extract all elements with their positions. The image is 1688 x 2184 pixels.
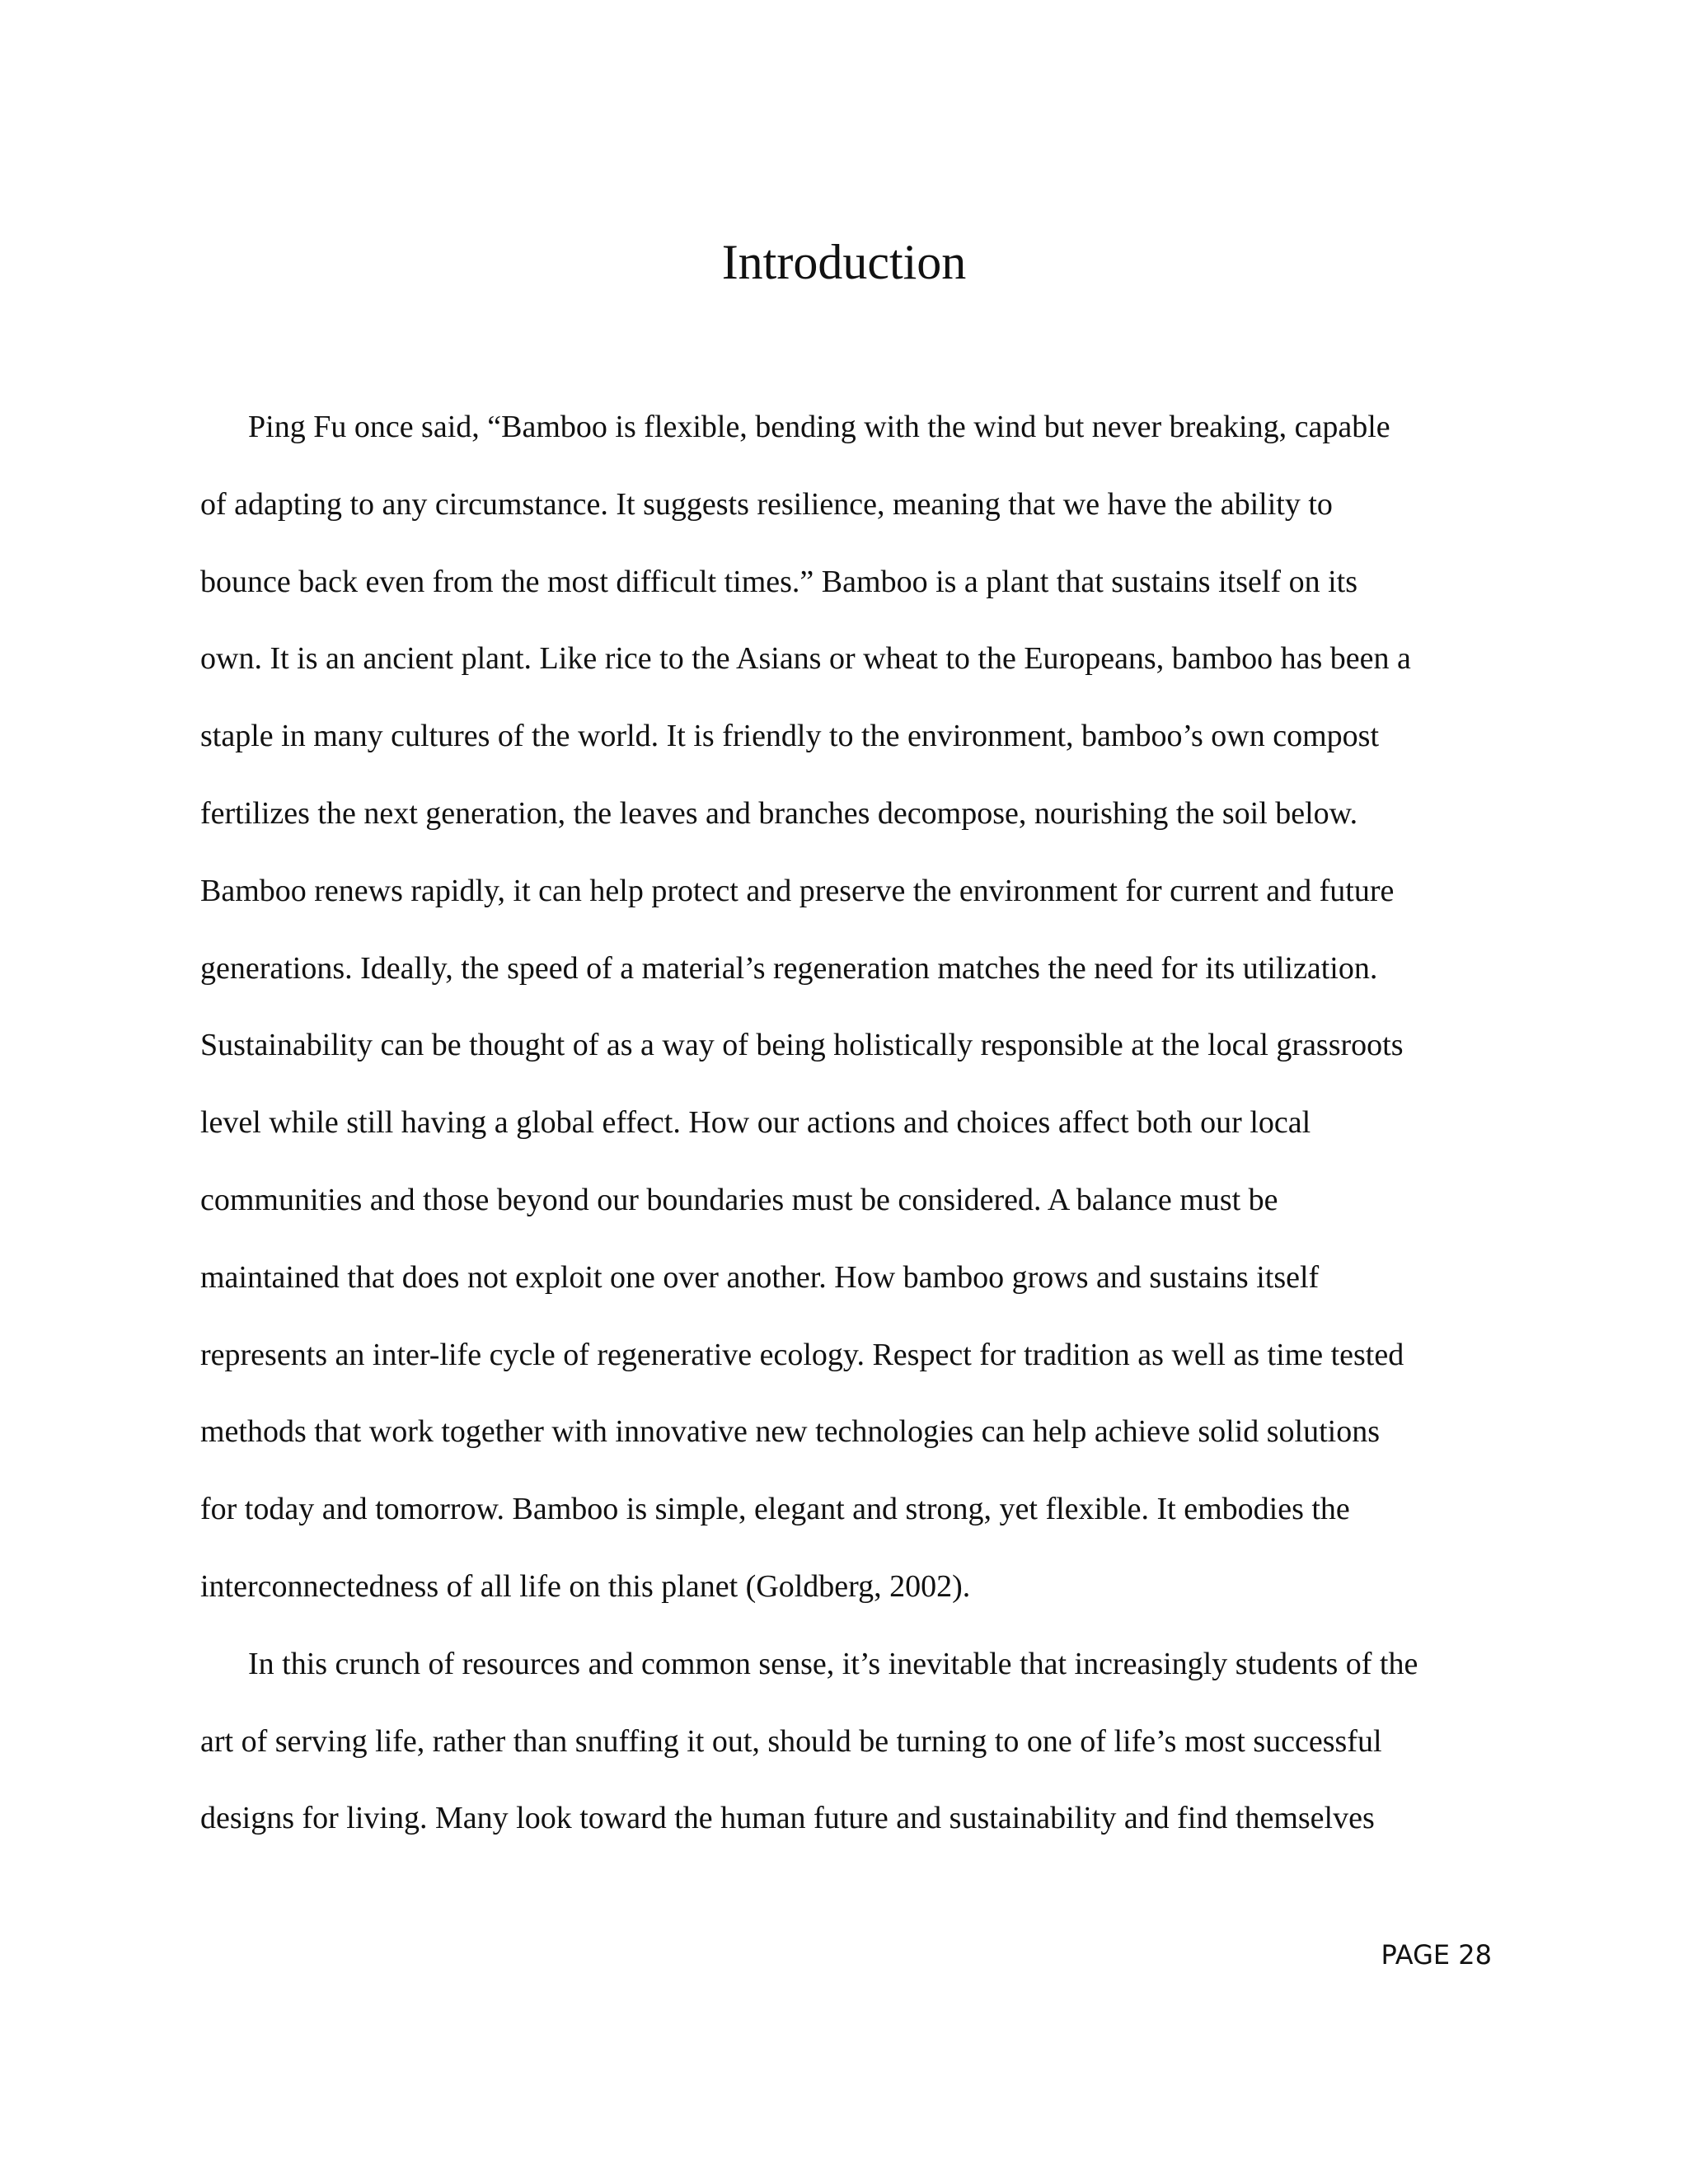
paragraph-2-line-1: In this crunch of resources and common sense, it’s inevitable that increasingly students of the xyxy=(248,1646,1418,1681)
page-number: PAGE 28 xyxy=(1381,1939,1492,1971)
paragraph-1-line-3: bounce back even from the most difficult times.” Bamboo is a plant that sustains itself on its xyxy=(200,564,1357,599)
paragraph-1-line-11: communities and those beyond our boundaries must be considered. A balance must be xyxy=(200,1182,1278,1217)
paragraph-1-line-12: maintained that does not exploit one over another. How bamboo grows and sustains itself xyxy=(200,1259,1320,1295)
paragraph-1-line-5: staple in many cultures of the world. It is friendly to the environment, bamboo’s own compost xyxy=(200,719,1380,754)
paragraph-1-line-7: Bamboo renews rapidly, it can help protect and preserve the environment for current and future xyxy=(200,873,1395,908)
paragraph-1-line-9: Sustainability can be thought of as a way of being holistically responsible at the local grassroots xyxy=(200,1028,1404,1063)
paragraph-1-line-6: fertilizes the next generation, the leaves and branches decompose, nourishing the soil below. xyxy=(200,795,1358,831)
page-title: Introduction xyxy=(721,235,967,289)
paragraph-1-line-15: for today and tomorrow. Bamboo is simple, elegant and strong, yet flexible. It embodies the xyxy=(200,1492,1350,1527)
paragraph-2-line-3: designs for living. Many look toward the human future and sustainability and find themselves xyxy=(200,1801,1375,1836)
paragraph-2-line-2: art of serving life, rather than snuffing it out, should be turning to one of life’s most successful xyxy=(200,1723,1382,1759)
paragraph-1-line-16: interconnectedness of all life on this planet (Goldberg, 2002). xyxy=(200,1568,971,1604)
paragraph-1-line-2: of adapting to any circumstance. It suggests resilience, meaning that we have the ability to xyxy=(200,486,1333,522)
paragraph-1-line-13: represents an inter-life cycle of regenerative ecology. Respect for tradition as well as time tested xyxy=(200,1337,1404,1372)
body-text xyxy=(200,389,1503,1858)
paragraph-1-line-1: Ping Fu once said, “Bamboo is flexible, bending with the wind but never breaking, capable xyxy=(248,410,1390,444)
paragraph-1-line-10: level while still having a global effect. How our actions and choices affect both our local xyxy=(200,1105,1311,1141)
paragraph-1-line-8: generations. Ideally, the speed of a material’s regeneration matches the need for its utilization. xyxy=(200,950,1378,986)
paragraph-1-line-14: methods that work together with innovative new technologies can help achieve solid solutions xyxy=(200,1414,1381,1450)
paragraph-1-line-4: own. It is an ancient plant. Like rice to the Asians or wheat to the Europeans, bamboo has been a xyxy=(200,641,1411,677)
